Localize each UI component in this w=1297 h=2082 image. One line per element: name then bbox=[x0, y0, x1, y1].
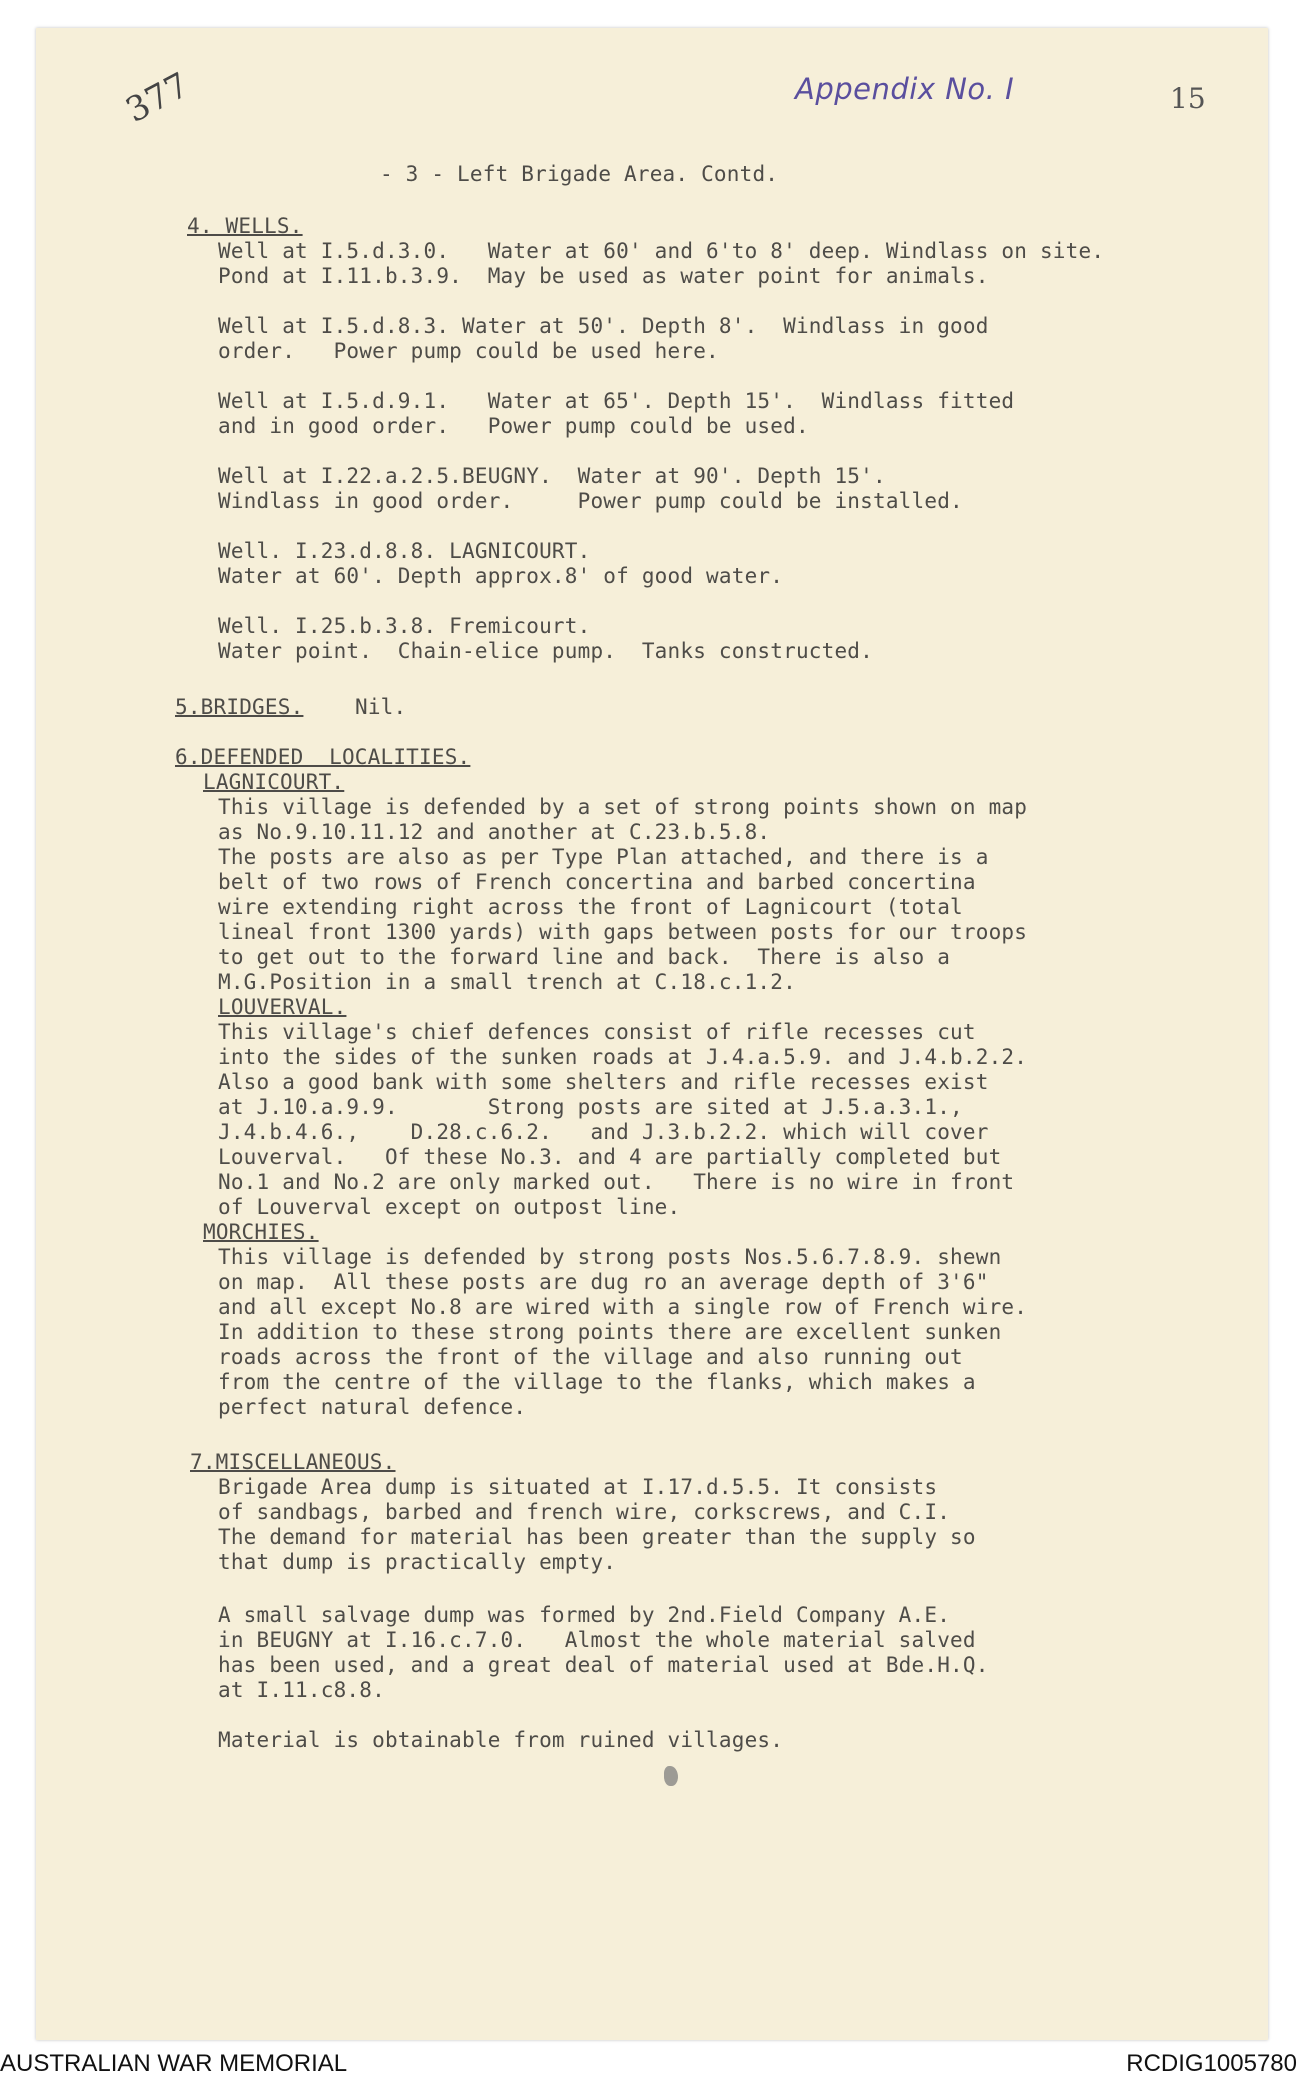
misc-line: Material is obtainable from ruined villages. bbox=[218, 1728, 784, 1752]
morchies-heading: MORCHIES. bbox=[203, 1220, 319, 1244]
misc-line: at I.11.c8.8. bbox=[218, 1678, 385, 1702]
wells-line: Well at I.5.d.8.3. Water at 50'. Depth 8'. Windlass in good bbox=[218, 314, 989, 338]
page-number: 15 bbox=[1170, 82, 1206, 115]
morchies-line: perfect natural defence. bbox=[218, 1395, 527, 1419]
wells-line: Well. I.23.d.8.8. LAGNICOURT. bbox=[218, 539, 591, 563]
lagnicourt-line: lineal front 1300 yards) with gaps between posts for our troops bbox=[218, 920, 1028, 944]
footer-source: AUSTRALIAN WAR MEMORIAL bbox=[0, 2050, 348, 2077]
louverval-heading: LOUVERVAL. bbox=[218, 995, 347, 1019]
morchies-line: on map. All these posts are dug ro an average depth of 3'6" bbox=[218, 1270, 989, 1294]
bridges-value: Nil. bbox=[355, 695, 407, 719]
lagnicourt-line: The posts are also as per Type Plan attached, and there is a bbox=[218, 845, 989, 869]
handwritten-number: 377 bbox=[119, 65, 196, 131]
bridges-heading: 5.BRIDGES. bbox=[175, 695, 304, 719]
misc-line: has been used, and a great deal of material used at Bde.H.Q. bbox=[218, 1653, 989, 1677]
misc-line: Brigade Area dump is situated at I.17.d.5.5. It consists bbox=[218, 1475, 938, 1499]
appendix-label: Appendix No. I bbox=[795, 72, 1015, 106]
wells-line: order. Power pump could be used here. bbox=[218, 339, 719, 363]
louverval-line: at J.10.a.9.9. Strong posts are sited at J.5.a.3.1., bbox=[218, 1095, 963, 1119]
louverval-line: of Louverval except on outpost line. bbox=[218, 1195, 681, 1219]
louverval-line: J.4.b.4.6., D.28.c.6.2. and J.3.b.2.2. which will cover bbox=[218, 1120, 989, 1144]
lagnicourt-line: wire extending right across the front of Lagnicourt (total bbox=[218, 895, 963, 919]
page-title: - 3 - Left Brigade Area. Contd. bbox=[380, 162, 779, 186]
lagnicourt-line: This village is defended by a set of strong points shown on map bbox=[218, 795, 1028, 819]
misc-line: A small salvage dump was formed by 2nd.Field Company A.E. bbox=[218, 1603, 951, 1627]
wells-line: Pond at I.11.b.3.9. May be used as water point for animals. bbox=[218, 264, 989, 288]
lagnicourt-line: M.G.Position in a small trench at C.18.c.1.2. bbox=[218, 970, 796, 994]
misc-line: in BEUGNY at I.16.c.7.0. Almost the whole material salved bbox=[218, 1628, 976, 1652]
wells-line: Well at I.5.d.3.0. Water at 60' and 6'to 8' deep. Windlass on site. bbox=[218, 239, 1105, 263]
wells-line: Well. I.25.b.3.8. Fremicourt. bbox=[218, 614, 591, 638]
ink-blot bbox=[664, 1766, 678, 1786]
wells-line: Well at I.22.a.2.5.BEUGNY. Water at 90'. Depth 15'. bbox=[218, 464, 886, 488]
louverval-line: This village's chief defences consist of rifle recesses cut bbox=[218, 1020, 976, 1044]
louverval-line: Louverval. Of these No.3. and 4 are partially completed but bbox=[218, 1145, 1002, 1169]
misc-line: that dump is practically empty. bbox=[218, 1550, 617, 1574]
louverval-line: Also a good bank with some shelters and rifle recesses exist bbox=[218, 1070, 989, 1094]
lagnicourt-heading: LAGNICOURT. bbox=[203, 770, 345, 794]
wells-line: and in good order. Power pump could be used. bbox=[218, 414, 809, 438]
wells-line: Windlass in good order. Power pump could be installed. bbox=[218, 489, 963, 513]
morchies-line: and all except No.8 are wired with a single row of French wire. bbox=[218, 1295, 1028, 1319]
louverval-line: No.1 and No.2 are only marked out. There is no wire in front bbox=[218, 1170, 1015, 1194]
defended-heading: 6.DEFENDED LOCALITIES. bbox=[175, 745, 471, 769]
footer-id: RCDIG1005780 bbox=[1126, 2050, 1297, 2077]
wells-line: Water at 60'. Depth approx.8' of good water. bbox=[218, 564, 784, 588]
wells-heading: 4. WELLS. bbox=[187, 214, 303, 238]
lagnicourt-line: to get out to the forward line and back. There is also a bbox=[218, 945, 951, 969]
morchies-line: This village is defended by strong posts Nos.5.6.7.8.9. shewn bbox=[218, 1245, 1002, 1269]
wells-line: Well at I.5.d.9.1. Water at 65'. Depth 15'. Windlass fitted bbox=[218, 389, 1015, 413]
misc-line: of sandbags, barbed and french wire, corkscrews, and C.I. bbox=[218, 1500, 951, 1524]
morchies-line: In addition to these strong points there are excellent sunken bbox=[218, 1320, 1002, 1344]
lagnicourt-line: as No.9.10.11.12 and another at C.23.b.5.8. bbox=[218, 820, 771, 844]
misc-heading: 7.MISCELLANEOUS. bbox=[190, 1450, 396, 1474]
lagnicourt-line: belt of two rows of French concertina and barbed concertina bbox=[218, 870, 976, 894]
misc-line: The demand for material has been greater than the supply so bbox=[218, 1525, 976, 1549]
morchies-line: from the centre of the village to the flanks, which makes a bbox=[218, 1370, 976, 1394]
morchies-line: roads across the front of the village and also running out bbox=[218, 1345, 963, 1369]
wells-line: Water point. Chain-elice pump. Tanks constructed. bbox=[218, 639, 873, 663]
louverval-line: into the sides of the sunken roads at J.4.a.5.9. and J.4.b.2.2. bbox=[218, 1045, 1028, 1069]
